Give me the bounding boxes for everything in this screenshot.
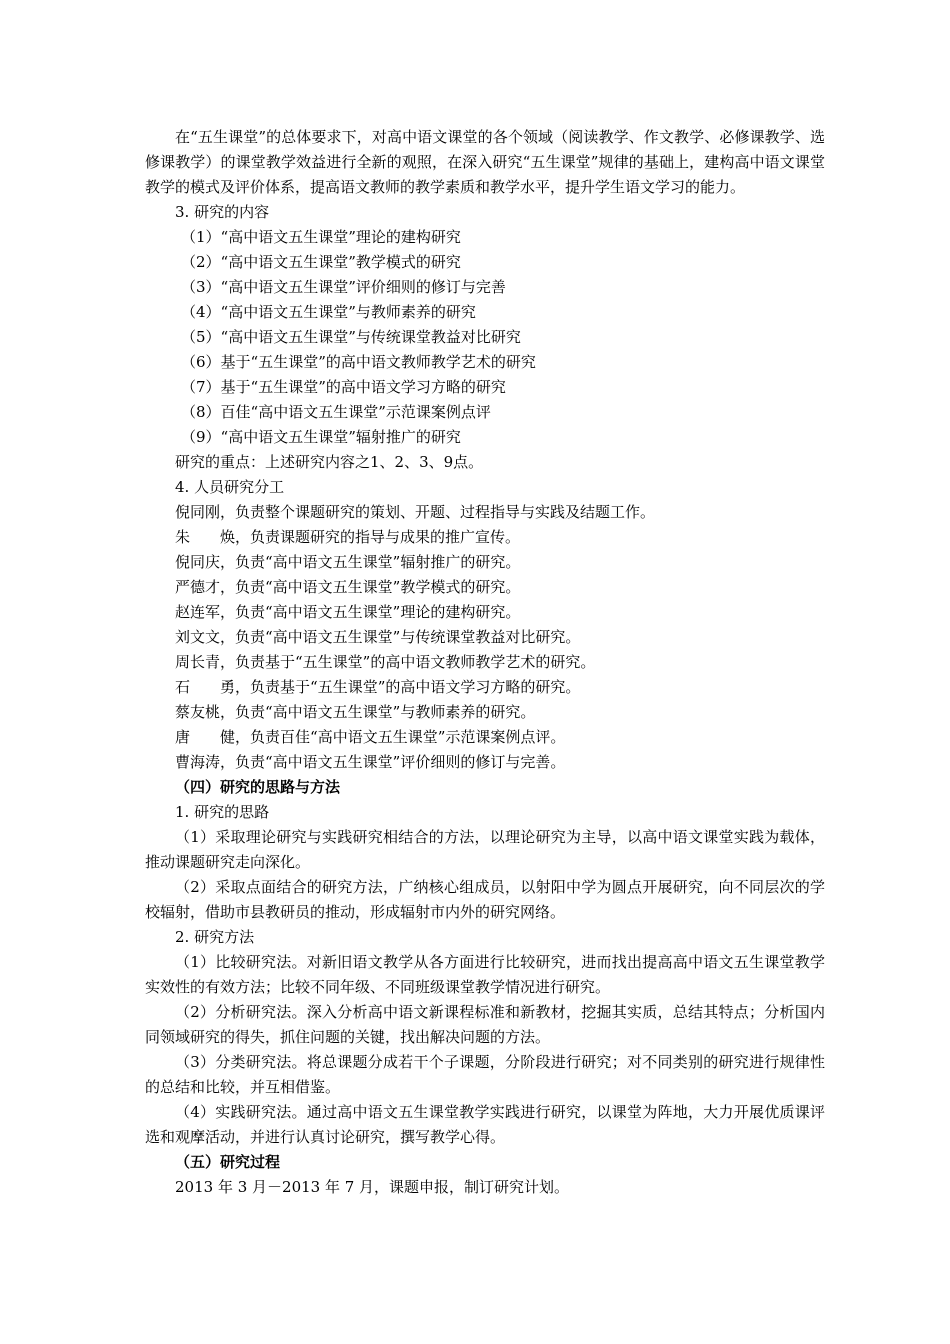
- staff-duty: ，负责“高中语文五生课堂”与传统课堂教益对比研究。: [220, 628, 581, 646]
- staff-duty: ，负责“高中语文五生课堂”理论的建构研究。: [220, 603, 521, 621]
- content-item: （8）百佳“高中语文五生课堂”示范课案例点评: [181, 403, 491, 421]
- staff-name: 焕: [220, 528, 236, 546]
- staff-name: 朱: [175, 528, 191, 546]
- content-item: （5）“高中语文五生课堂”与传统课堂教益对比研究: [181, 328, 521, 346]
- research-focus: 研究的重点：上述研究内容之1、2、3、9点。: [175, 453, 484, 471]
- content-item: （6）基于“五生课堂”的高中语文教师教学艺术的研究: [181, 353, 536, 371]
- staff-name: 刘文文: [175, 628, 221, 646]
- staff-name: 赵连军: [175, 603, 221, 621]
- staff-line: [145, 675, 825, 700]
- staff-duty: ，负责课题研究的指导与成果的推广宣传。: [235, 528, 521, 546]
- method-paragraph: （2）分析研究法。深入分析高中语文新课程标准和新教材，挖掘其实质，总结其特点；分析国内同领域研究的得失，抓住问题的关键，找出解决问题的方法。: [145, 1003, 825, 1046]
- staff-name: 曹海涛: [175, 753, 221, 771]
- staff-name: 勇: [220, 678, 236, 696]
- staff-duty: ，负责“高中语文五生课堂”辐射推广的研究。: [220, 553, 521, 571]
- staff-line: [145, 750, 825, 775]
- section-heading-staff: 4. 人员研究分工: [175, 478, 285, 496]
- staff-duty: ，负责“高中语文五生课堂”教学模式的研究。: [220, 578, 521, 596]
- content-item: （9）“高中语文五生课堂”辐射推广的研究: [181, 428, 461, 446]
- staff-line: [145, 500, 825, 525]
- process-line: 2013 年 3 月－2013 年 7 月，课题申报，制订研究计划。: [175, 1178, 570, 1196]
- part-heading-process: （五）研究过程: [175, 1153, 281, 1171]
- staff-line: [145, 625, 825, 650]
- staff-duty: ，负责百佳“高中语文五生课堂”示范课案例点评。: [235, 728, 566, 746]
- staff-duty: ，负责整个课题研究的策划、开题、过程指导与实践及结题工作。: [220, 503, 656, 521]
- method-paragraph: （3）分类研究法。将总课题分成若干个子课题，分阶段进行研究；对不同类别的研究进行规律性的总结和比较，并互相借鉴。: [145, 1053, 825, 1096]
- staff-line: [145, 600, 825, 625]
- subheading-methods: 2. 研究方法: [175, 928, 255, 946]
- part-heading-methods: （四）研究的思路与方法: [175, 778, 341, 796]
- intro-paragraph: 在“五生课堂”的总体要求下，对高中语文课堂的各个领域（阅读教学、作文教学、必修课教学、选修课教学）的课堂教学效益进行全新的观照，在深入研究“五生课堂”规律的基础上，建构高中语文课堂教学的模式及评价体系，提高语文教师的教学素质和教学水平，提升学生语文学习的能力。: [145, 128, 825, 196]
- content-item: （3）“高中语文五生课堂”评价细则的修订与完善: [181, 278, 506, 296]
- method-paragraph: （4）实践研究法。通过高中语文五生课堂教学实践进行研究，以课堂为阵地，大力开展优质课评选和观摩活动，并进行认真讨论研究，撰写教学心得。: [145, 1103, 825, 1146]
- staff-name: 周长青: [175, 653, 221, 671]
- staff-name: 蔡友桃: [175, 703, 221, 721]
- staff-line: [145, 575, 825, 600]
- staff-name: 严德才: [175, 578, 221, 596]
- staff-line: [145, 650, 825, 675]
- content-item: （2）“高中语文五生课堂”教学模式的研究: [181, 253, 461, 271]
- section-heading-research-content: 3. 研究的内容: [175, 203, 270, 221]
- staff-name: 倪同庆: [175, 553, 221, 571]
- staff-duty: ，负责基于“五生课堂”的高中语文教师教学艺术的研究。: [220, 653, 596, 671]
- staff-line: [145, 725, 825, 750]
- content-item: （4）“高中语文五生课堂”与教师素养的研究: [181, 303, 476, 321]
- staff-name: 倪同刚: [175, 503, 221, 521]
- staff-name: 健: [220, 728, 236, 746]
- staff-name: 唐: [175, 728, 191, 746]
- staff-duty: ，负责基于“五生课堂”的高中语文学习方略的研究。: [235, 678, 581, 696]
- staff-line: [145, 525, 825, 550]
- subheading-thinking: 1. 研究的思路: [175, 803, 270, 821]
- staff-duty: ，负责“高中语文五生课堂”评价细则的修订与完善。: [220, 753, 566, 771]
- thinking-paragraph: （2）采取点面结合的研究方法，广纳核心组成员，以射阳中学为圆点开展研究，向不同层次的学校辐射，借助市县教研员的推动，形成辐射市内外的研究网络。: [145, 878, 825, 921]
- staff-line: [145, 700, 825, 725]
- content-item: （1）“高中语文五生课堂”理论的建构研究: [181, 228, 461, 246]
- content-item: （7）基于“五生课堂”的高中语文学习方略的研究: [181, 378, 506, 396]
- staff-line: [145, 550, 825, 575]
- document-body: [145, 125, 825, 1200]
- staff-duty: ，负责“高中语文五生课堂”与教师素养的研究。: [220, 703, 536, 721]
- staff-name: 石: [175, 678, 191, 696]
- thinking-paragraph: （1）采取理论研究与实践研究相结合的方法，以理论研究为主导，以高中语文课堂实践为载体，推动课题研究走向深化。: [145, 828, 825, 871]
- method-paragraph: （1）比较研究法。对新旧语文教学从各方面进行比较研究，进而找出提高高中语文五生课堂教学实效性的有效方法；比较不同年级、不同班级课堂教学情况进行研究。: [145, 953, 825, 996]
